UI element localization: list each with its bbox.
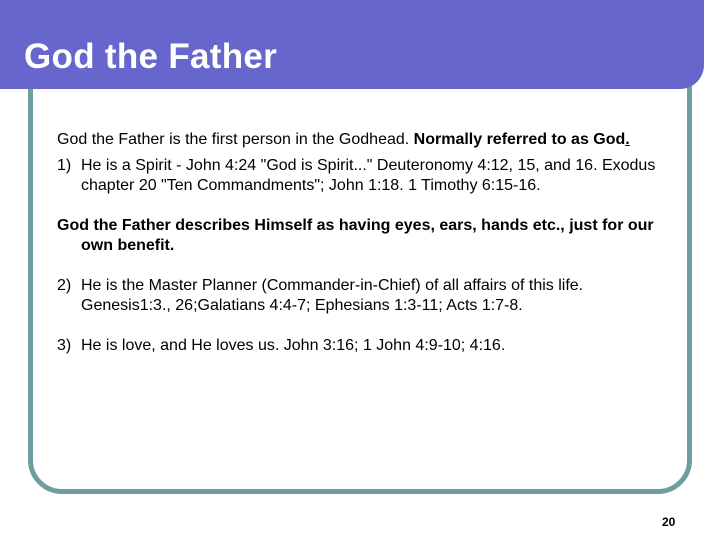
list-item-2 — [57, 276, 677, 316]
bold-statement: God the Father describes Himself as having eyes, ears, hands etc., just for our own benefit. — [57, 217, 654, 254]
title-bar — [0, 0, 704, 89]
slide-title: God the Father — [24, 37, 278, 76]
intro-paragraph — [57, 130, 677, 150]
slide-content — [57, 130, 677, 362]
list-item-2-number: 2) — [57, 277, 72, 294]
page-number: 20 — [662, 515, 676, 529]
list-item-3-text: He is love, and He loves us. John 3:16; 1 John 4:9-10; 4:16. — [81, 337, 506, 354]
list-item-2-text: He is the Master Planner (Commander-in-Chief) of all affairs of this life. Genesis1:3., 26;Galatians 4:4-7; Ephesians 1:3-11; Acts 1:7-8. — [81, 277, 584, 314]
intro-plain-text: God the Father is the first person in the Godhead. — [57, 131, 414, 148]
list-item-3-number: 3) — [57, 337, 72, 354]
list-item-3 — [57, 336, 677, 356]
list-item-1-text: He is a Spirit - John 4:24 "God is Spirit..." Deuteronomy 4:12, 15, and 16. Exodus chapter 20 "Ten Commandments"; John 1:18. 1 Timothy 6:15-16. — [81, 157, 656, 194]
list-item-1-number: 1) — [57, 157, 72, 174]
intro-bold-text: Normally referred to as God — [413, 131, 626, 148]
intro-bold-tail: . — [625, 131, 630, 148]
list-item-1 — [57, 156, 677, 196]
